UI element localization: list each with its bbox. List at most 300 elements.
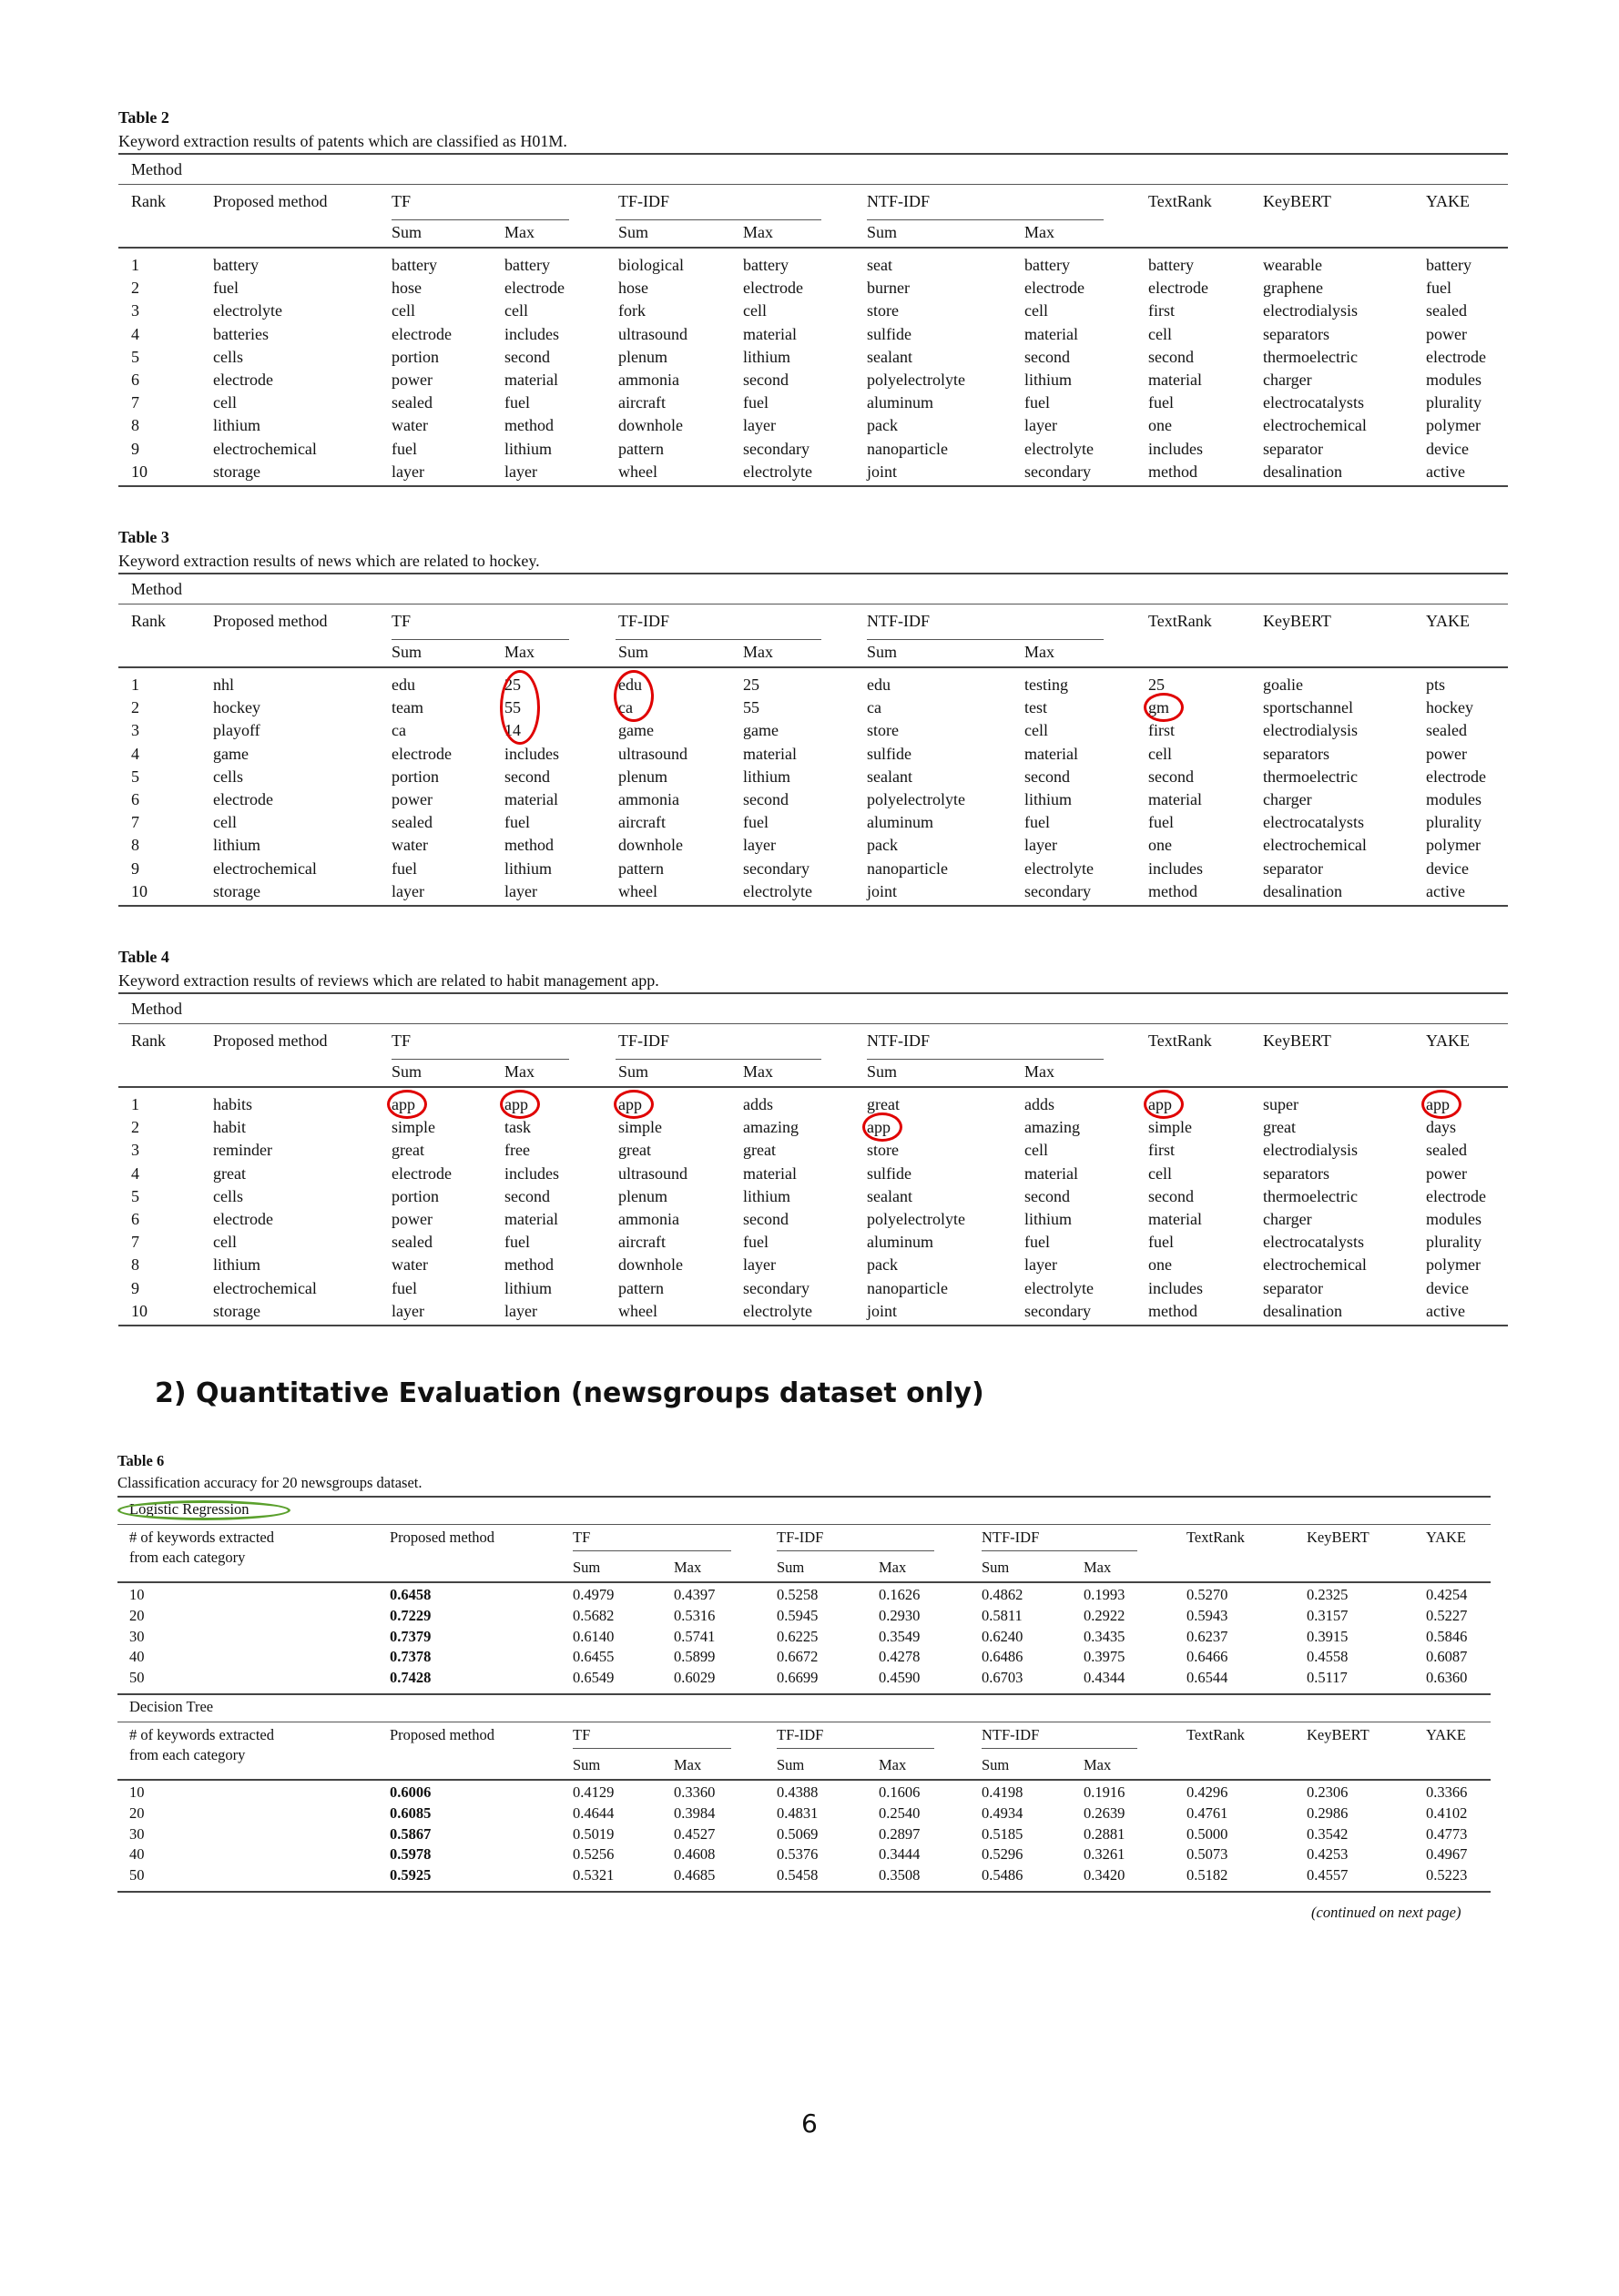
keyword-cell: great [392,1141,424,1160]
accuracy-cell: 0.6006 [390,1783,432,1801]
keyword-cell: method [504,1255,554,1275]
table-title: Table 6 [117,1452,165,1469]
keyword-cell: downhole [618,836,683,855]
accuracy-cell: 0.4590 [879,1669,921,1687]
keyword-cell: fuel [504,1233,530,1252]
column-subheader: Max [879,1559,907,1576]
keyword-cell: lithium [504,1278,553,1297]
keyword-cell: material [743,1163,797,1183]
keyword-cell: cell [1148,1163,1172,1183]
keyword-cell: includes [1148,439,1203,458]
keyword-count-cell: 50 [129,1669,145,1687]
accuracy-cell: 0.3261 [1084,1845,1125,1864]
accuracy-cell: 0.5223 [1426,1866,1468,1885]
keyword-cell: water [392,416,428,435]
accuracy-cell: 0.2540 [879,1803,921,1822]
column-subheader: Max [1024,643,1054,661]
accuracy-cell: 0.4967 [1426,1845,1468,1864]
keyword-cell: water [392,836,428,855]
accuracy-cell: 0.4344 [1084,1669,1125,1687]
accuracy-cell: 0.1993 [1084,1586,1125,1603]
column-header: TF-IDF [777,1529,824,1546]
keyword-cell: electrode [1426,767,1486,786]
keyword-cell: 14 [504,721,521,740]
rank-cell: 9 [131,439,139,458]
keyword-cell: electrode [392,324,452,343]
keyword-count-cell: 40 [129,1845,145,1864]
column-subheader: Sum [777,1756,805,1773]
keyword-cell: plenum [618,1186,667,1205]
keyword-cell: second [504,347,550,366]
column-header: TF-IDF [618,612,670,630]
keyword-cell: device [1426,858,1469,878]
table-rule [777,1748,934,1749]
keyword-cell: portion [392,1186,439,1205]
keyword-cell: electrode [213,1210,273,1228]
column-subheader: Sum [867,643,898,661]
keyword-cell: charger [1263,1210,1312,1228]
table-rule [616,1059,821,1060]
highlight-circle [862,1112,902,1142]
keyword-cell: power [392,371,433,389]
keyword-cell: aluminum [867,393,933,412]
accuracy-cell: 0.4831 [777,1803,819,1822]
keyword-cell: second [743,790,789,808]
keyword-cell: hockey [213,698,260,717]
rank-cell: 6 [131,1210,139,1228]
accuracy-cell: 0.2930 [879,1606,921,1624]
keyword-cell: secondary [1024,1301,1091,1320]
keyword-cell: aircraft [618,1233,666,1252]
keyword-cell: pack [867,836,898,855]
column-header: KeyBERT [1263,612,1331,630]
keyword-cell: adds [743,1095,773,1113]
accuracy-cell: 0.5899 [674,1648,716,1666]
keyword-cell: plurality [1426,1233,1482,1252]
table-title: Table 2 [118,108,169,127]
highlight-circle [387,1090,427,1119]
rank-cell: 10 [131,1301,148,1320]
keyword-cell: simple [1148,1118,1192,1137]
table-rule [117,1891,1491,1893]
keyword-cell: game [618,721,654,740]
table-rule [118,153,1508,155]
keyword-cell: playoff [213,721,260,740]
accuracy-cell: 0.5376 [777,1845,819,1864]
column-subheader: Max [674,1756,702,1773]
column-subheader: Sum [618,1062,649,1081]
column-header: TF-IDF [777,1726,824,1743]
keyword-cell: material [743,744,797,763]
keyword-cell: desalination [1263,881,1342,900]
rank-cell: 4 [131,744,139,763]
keyword-count-cell: 20 [129,1803,145,1822]
keyword-cell: water [392,1255,428,1275]
keyword-cell: gm [1148,698,1170,717]
column-header: YAKE [1426,1529,1466,1546]
column-header: Rank [131,612,166,630]
accuracy-cell: 0.4644 [573,1803,615,1822]
accuracy-cell: 0.4979 [573,1586,615,1603]
keyword-cell: method [504,416,554,435]
accuracy-cell: 0.3984 [674,1803,716,1822]
keyword-cell: joint [867,881,898,900]
keyword-cell: great [618,1141,651,1160]
table-rule [392,639,569,640]
table-caption: Classification accuracy for 20 newsgroups dataset. [117,1474,423,1491]
keyword-cell: layer [1024,416,1057,435]
page-number: 6 [801,2108,818,2139]
table-rule [118,1023,1508,1024]
keyword-cell: testing [1024,676,1068,694]
accuracy-cell: 0.3366 [1426,1783,1468,1801]
rank-cell: 7 [131,813,139,832]
keyword-cell: nhl [213,676,235,694]
keyword-cell: material [1024,324,1078,343]
rank-cell: 3 [131,301,139,320]
keyword-cell: storage [213,881,260,900]
keyword-cell: portion [392,347,439,366]
accuracy-cell: 0.5270 [1186,1586,1228,1603]
column-header: TF [392,192,412,210]
keyword-count-cell: 40 [129,1648,145,1666]
column-header: KeyBERT [1307,1726,1370,1743]
keyword-cell: first [1148,1141,1175,1160]
keyword-cell: power [392,790,433,808]
keyword-cell: polyelectrolyte [867,371,965,389]
keyword-cell: biological [618,256,684,274]
accuracy-cell: 0.7378 [390,1648,432,1666]
keyword-cell: app [618,1095,642,1113]
accuracy-cell: 0.6458 [390,1586,432,1603]
keyword-cell: burner [867,279,910,298]
keyword-cell: separators [1263,1163,1329,1183]
table-rule [117,1581,1491,1583]
accuracy-cell: 0.7379 [390,1627,432,1645]
column-subheader: Sum [573,1756,601,1773]
keyword-cell: nanoparticle [867,858,948,878]
column-header: Rank [131,192,166,210]
accuracy-cell: 0.5069 [777,1824,819,1843]
accuracy-cell: 0.6703 [982,1669,1023,1687]
keyword-cell: electrolyte [1024,439,1094,458]
keyword-cell: game [743,721,779,740]
keyword-cell: fork [618,301,646,320]
rank-cell: 10 [131,462,148,481]
keyword-cell: method [504,836,554,855]
table-rule [867,639,1104,640]
table-group-label: Method [131,1000,182,1018]
keyword-cell: power [1426,1163,1467,1183]
keyword-cell: cell [213,813,237,832]
rank-cell: 2 [131,698,139,717]
accuracy-cell: 0.7428 [390,1669,432,1687]
column-header: Rank [131,1031,166,1050]
keyword-cell: great [213,1163,246,1183]
column-header-line2: from each category [129,1549,246,1566]
keyword-cell: lithium [504,858,553,878]
keyword-cell: fuel [1148,813,1174,832]
accuracy-cell: 0.6085 [390,1803,432,1822]
keyword-cell: sulfide [867,324,911,343]
rank-cell: 8 [131,836,139,855]
keyword-cell: fuel [743,393,769,412]
column-subheader: Sum [982,1559,1010,1576]
rank-cell: 3 [131,1141,139,1160]
keyword-cell: separators [1263,324,1329,343]
table-rule [118,485,1508,487]
accuracy-cell: 0.6455 [573,1648,615,1666]
keyword-cell: second [1024,1186,1070,1205]
keyword-cell: cell [1024,301,1048,320]
keyword-cell: sulfide [867,744,911,763]
keyword-cell: downhole [618,416,683,435]
keyword-cell: aircraft [618,813,666,832]
keyword-cell: layer [392,881,424,900]
keyword-cell: method [1148,462,1197,481]
keyword-cell: battery [1148,256,1194,274]
keyword-cell: electrocatalysts [1263,813,1364,832]
keyword-cell: cell [213,393,237,412]
keyword-cell: electrocatalysts [1263,393,1364,412]
keyword-cell: layer [504,1301,537,1320]
accuracy-cell: 0.6087 [1426,1648,1468,1666]
keyword-cell: cell [1024,721,1048,740]
column-header: YAKE [1426,1031,1470,1050]
keyword-cell: ammonia [618,1210,679,1228]
column-header: Proposed method [390,1726,495,1743]
accuracy-cell: 0.6699 [777,1669,819,1687]
keyword-cell: separators [1263,744,1329,763]
keyword-cell: electrode [1426,1186,1486,1205]
column-header: Proposed method [213,1031,328,1050]
column-header: TextRank [1186,1529,1245,1546]
keyword-cell: wearable [1263,256,1322,274]
keyword-cell: app [392,1095,415,1113]
keyword-cell: polyelectrolyte [867,790,965,808]
keyword-cell: secondary [1024,881,1091,900]
keyword-cell: cell [1024,1141,1048,1160]
table-rule [616,219,821,220]
column-header-line2: from each category [129,1746,246,1763]
table-rule [118,905,1508,907]
keyword-cell: ca [618,698,633,717]
rank-cell: 2 [131,279,139,298]
keyword-cell: cells [213,767,243,786]
keyword-cell: fuel [392,858,417,878]
keyword-cell: reminder [213,1141,272,1160]
keyword-cell: pattern [618,858,664,878]
keyword-cell: modules [1426,1210,1482,1228]
column-subheader: Max [1084,1756,1112,1773]
keyword-cell: modules [1426,790,1482,808]
keyword-cell: habit [213,1118,246,1137]
highlight-circle [614,670,654,722]
accuracy-cell: 0.4296 [1186,1783,1228,1801]
keyword-cell: material [504,371,558,389]
keyword-cell: ultrasound [618,324,687,343]
keyword-cell: secondary [1024,462,1091,481]
accuracy-cell: 0.4278 [879,1648,921,1666]
keyword-cell: free [504,1141,530,1160]
column-header: KeyBERT [1307,1529,1370,1546]
column-subheader: Sum [392,643,423,661]
accuracy-cell: 0.6237 [1186,1627,1228,1645]
keyword-cell: pattern [618,1278,664,1297]
accuracy-cell: 0.3420 [1084,1866,1125,1885]
table-title: Table 4 [118,948,169,966]
keyword-cell: store [867,721,899,740]
accuracy-cell: 0.5811 [982,1606,1023,1624]
accuracy-cell: 0.7229 [390,1606,432,1624]
accuracy-cell: 0.5000 [1186,1824,1228,1843]
keyword-cell: joint [867,1301,898,1320]
keyword-cell: electrolyte [1024,1278,1094,1297]
keyword-cell: power [392,1210,433,1228]
keyword-cell: nanoparticle [867,1278,948,1297]
accuracy-cell: 0.5321 [573,1866,615,1885]
keyword-cell: plenum [618,767,667,786]
keyword-cell: store [867,1141,899,1160]
column-header: TextRank [1148,192,1212,210]
keyword-cell: material [1148,790,1202,808]
accuracy-cell: 0.3360 [674,1783,716,1801]
keyword-cell: layer [1024,836,1057,855]
keyword-cell: lithium [213,416,261,435]
keyword-cell: method [1148,881,1197,900]
keyword-cell: layer [1024,1255,1057,1275]
keyword-cell: battery [504,256,550,274]
keyword-cell: sealed [392,813,433,832]
table-title: Table 3 [118,528,169,546]
keyword-cell: seat [867,256,892,274]
rank-cell: 1 [131,676,139,694]
rank-cell: 9 [131,858,139,878]
keyword-cell: storage [213,462,260,481]
keyword-cell: charger [1263,790,1312,808]
column-subheader: Sum [392,223,423,241]
keyword-cell: nanoparticle [867,439,948,458]
column-header: TextRank [1148,1031,1212,1050]
keyword-cell: polymer [1426,836,1481,855]
accuracy-cell: 0.5943 [1186,1606,1228,1624]
keyword-cell: 55 [743,698,759,717]
keyword-cell: pts [1426,676,1446,694]
keyword-count-cell: 10 [129,1586,145,1603]
keyword-cell: fuel [743,813,769,832]
keyword-cell: simple [392,1118,435,1137]
keyword-cell: storage [213,1301,260,1320]
keyword-cell: lithium [743,347,791,366]
column-subheader: Sum [618,643,649,661]
column-subheader: Max [743,643,773,661]
column-header: TF [392,1031,412,1050]
table-rule [573,1550,731,1551]
column-header: NTF-IDF [867,1031,931,1050]
keyword-cell: great [867,1095,900,1113]
keyword-cell: plurality [1426,393,1482,412]
accuracy-cell: 0.2922 [1084,1606,1125,1624]
column-header: NTF-IDF [867,192,931,210]
table-rule [117,1496,1491,1498]
keyword-cell: secondary [743,439,810,458]
keyword-cell: sealed [1426,1141,1467,1160]
keyword-cell: material [504,790,558,808]
keyword-cell: fuel [1148,393,1174,412]
keyword-cell: ultrasound [618,1163,687,1183]
keyword-cell: layer [392,1301,424,1320]
column-subheader: Sum [777,1559,805,1576]
table-caption: Keyword extraction results of news which are related to hockey. [118,552,540,570]
highlight-circle [1144,693,1184,722]
keyword-cell: cell [213,1233,237,1252]
keyword-cell: electrochemical [1263,836,1367,855]
column-subheader: Max [879,1756,907,1773]
accuracy-cell: 0.5945 [777,1606,819,1624]
table-rule [118,992,1508,994]
accuracy-cell: 0.2306 [1307,1783,1349,1801]
keyword-cell: second [1024,767,1070,786]
accuracy-cell: 0.2986 [1307,1803,1349,1822]
keyword-cell: material [1024,1163,1078,1183]
keyword-count-cell: 30 [129,1627,145,1645]
keyword-cell: first [1148,721,1175,740]
highlight-circle [500,670,540,745]
keyword-count-cell: 50 [129,1866,145,1885]
accuracy-cell: 0.3444 [879,1845,921,1864]
keyword-cell: electrode [504,279,565,298]
keyword-cell: electrolyte [213,301,282,320]
keyword-cell: portion [392,767,439,786]
accuracy-cell: 0.4934 [982,1803,1023,1822]
keyword-cell: thermoelectric [1263,767,1358,786]
keyword-cell: amazing [743,1118,799,1137]
keyword-cell: fuel [1148,1233,1174,1252]
keyword-cell: ultrasound [618,744,687,763]
keyword-cell: habits [213,1095,252,1113]
keyword-cell: wheel [618,462,657,481]
keyword-cell: hose [392,279,422,298]
accuracy-cell: 0.5019 [573,1824,615,1843]
keyword-cell: fuel [1426,279,1451,298]
keyword-cell: electrode [213,371,273,389]
table-rule [117,1779,1491,1781]
keyword-cell: sealed [1426,721,1467,740]
keyword-cell: sealant [867,1186,912,1205]
column-subheader: Max [1024,223,1054,241]
accuracy-cell: 0.4527 [674,1824,716,1843]
keyword-cell: lithium [743,767,791,786]
accuracy-cell: 0.4608 [674,1845,716,1864]
keyword-cell: battery [1426,256,1471,274]
table-caption: Keyword extraction results of reviews which are related to habit management app. [118,971,659,990]
keyword-cell: electrochemical [1263,416,1367,435]
column-subheader: Max [743,223,773,241]
keyword-cell: fuel [392,439,417,458]
accuracy-cell: 0.1606 [879,1783,921,1801]
keyword-cell: separator [1263,1278,1323,1297]
keyword-cell: electrode [1426,347,1486,366]
table-rule [118,184,1508,185]
keyword-cell: power [1426,744,1467,763]
keyword-cell: edu [618,676,642,694]
keyword-cell: days [1426,1118,1456,1137]
accuracy-cell: 0.3975 [1084,1648,1125,1666]
keyword-cell: thermoelectric [1263,347,1358,366]
rank-cell: 9 [131,1278,139,1297]
keyword-cell: cell [1148,324,1172,343]
keyword-cell: active [1426,1301,1465,1320]
